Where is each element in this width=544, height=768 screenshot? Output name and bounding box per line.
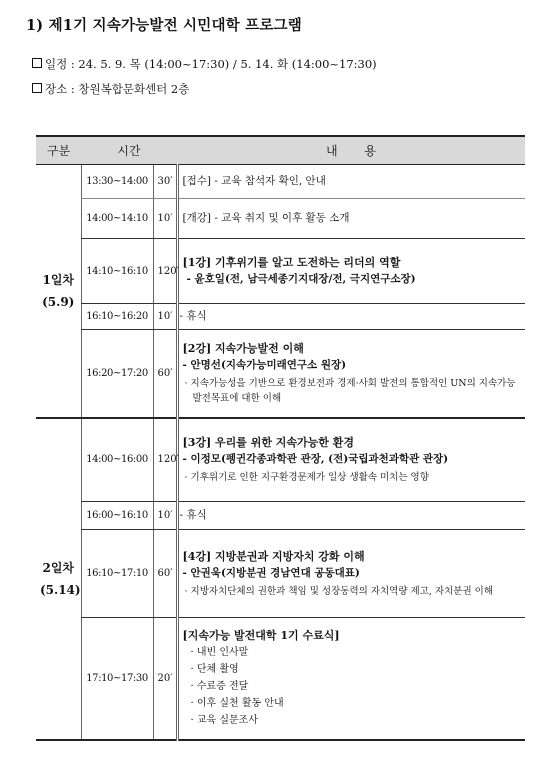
content-cell <box>177 530 525 618</box>
time-cell: 14:10~16:10 <box>81 239 153 304</box>
table-row <box>36 502 525 530</box>
duration-cell: 120′ <box>153 239 177 304</box>
table-row <box>36 618 525 740</box>
table-row <box>36 199 525 239</box>
content-cell <box>177 199 525 239</box>
content-cell <box>177 418 525 502</box>
duration-cell: 10′ <box>153 304 177 330</box>
session-head: [3강] 우리를 위한 지속가능한 환경 <box>182 436 355 450</box>
duration-cell: 60′ <box>153 530 177 618</box>
header-content: 내 용 <box>177 136 525 165</box>
duration-cell: 120′ <box>153 418 177 502</box>
day-date: (5.9) <box>42 294 75 309</box>
session-description: · 기후위기로 인한 지구환경문제가 일상 생활속 미치는 영향 <box>184 472 429 484</box>
duration-cell: 20′ <box>153 618 177 740</box>
page-title: 1) 제1기 지속가능발전 시민대학 프로그램 <box>26 17 302 34</box>
time-cell: 13:30~14:00 <box>81 165 153 199</box>
content-cell <box>177 618 525 740</box>
duration-cell: 10′ <box>153 502 177 530</box>
table-row <box>36 330 525 418</box>
session-head: - 휴식 <box>179 310 207 322</box>
session-head: [4강] 지방분권과 지방자치 강화 이해 <box>182 550 365 563</box>
content-cell <box>177 330 525 418</box>
session-head: [2강] 지속가능발전 이해 <box>182 342 304 356</box>
session-head: [개강] - 교육 취지 및 이후 활동 소개 <box>182 212 350 224</box>
time-cell: 16:10~16:20 <box>81 304 153 330</box>
time-cell: 16:20~17:20 <box>81 330 153 418</box>
table-header-row <box>36 136 525 165</box>
duration-cell: 10′ <box>153 199 177 239</box>
content-cell <box>177 239 525 304</box>
content-cell <box>177 165 525 199</box>
schedule-table <box>36 135 525 741</box>
time-cell: 16:00~16:10 <box>81 502 153 530</box>
schedule-info <box>32 56 377 72</box>
table-row <box>36 418 525 502</box>
checkbox-square-icon <box>32 58 42 68</box>
session-speaker: - 안권욱(지방분권 경남연대 공동대표) <box>182 567 360 579</box>
table-row <box>36 239 525 304</box>
session-speaker: - 윤호일(전, 남극세종기지대장/전, 극지연구소장) <box>186 273 416 285</box>
table-row <box>36 165 525 199</box>
session-head: [지속가능 발전대학 1기 수료식] <box>182 629 340 643</box>
day-date: (5.14) <box>40 582 81 597</box>
duration-cell: 60′ <box>153 330 177 418</box>
venue-text: 장소 : 창원복합문화센터 2층 <box>45 82 190 96</box>
venue-info <box>32 81 189 97</box>
time-cell: 14:00~16:00 <box>81 418 153 502</box>
session-speaker: - 안명선(지속가능미래연구소 원장) <box>182 359 347 372</box>
content-cell <box>177 502 525 530</box>
time-cell: 16:10~17:10 <box>81 530 153 618</box>
list-item: · 교육 실문조사 <box>190 715 258 727</box>
header-time: 시간 <box>81 136 177 165</box>
list-item: · 내빈 인사말 <box>190 647 249 659</box>
time-cell: 14:00~14:10 <box>81 199 153 239</box>
day-label: 1일차 <box>42 272 75 287</box>
day-cell <box>36 418 81 740</box>
list-item: · 수료증 전달 <box>190 681 249 693</box>
list-item: · 단체 촬영 <box>190 664 239 676</box>
table-row <box>36 304 525 330</box>
session-head: - 휴식 <box>179 509 207 521</box>
duration-cell: 30′ <box>153 165 177 199</box>
session-head: [1강] 기후위기를 알고 도전하는 리더의 역할 <box>182 256 401 269</box>
session-description: · 지방자치단체의 권한과 책임 및 성장동력의 자치역량 제고, 자치분권 이해 <box>184 586 494 597</box>
checkbox-square-icon <box>32 83 42 93</box>
session-description: · 지속가능성을 기반으로 환경보전과 경제·사회 발전의 통합적인 UN의 지속가능발전목표에 대한 이해 <box>184 378 516 405</box>
day-label: 2일차 <box>42 560 75 575</box>
list-item: · 이후 실천 활동 안내 <box>190 698 284 710</box>
table-row <box>36 530 525 618</box>
content-cell <box>177 304 525 330</box>
time-cell: 17:10~17:30 <box>81 618 153 740</box>
schedule-text: 일정 : 24. 5. 9. 목 (14:00~17:30) / 5. 14. 화 (14:00~17:30) <box>45 57 377 71</box>
session-head: [접수] - 교육 참석자 확인, 안내 <box>182 175 326 187</box>
session-speaker: - 이정모(펭귄각종과학관 관장, (전)국립과천과학관 관장) <box>182 453 449 466</box>
day-cell <box>36 165 81 418</box>
header-group: 구분 <box>36 136 81 165</box>
